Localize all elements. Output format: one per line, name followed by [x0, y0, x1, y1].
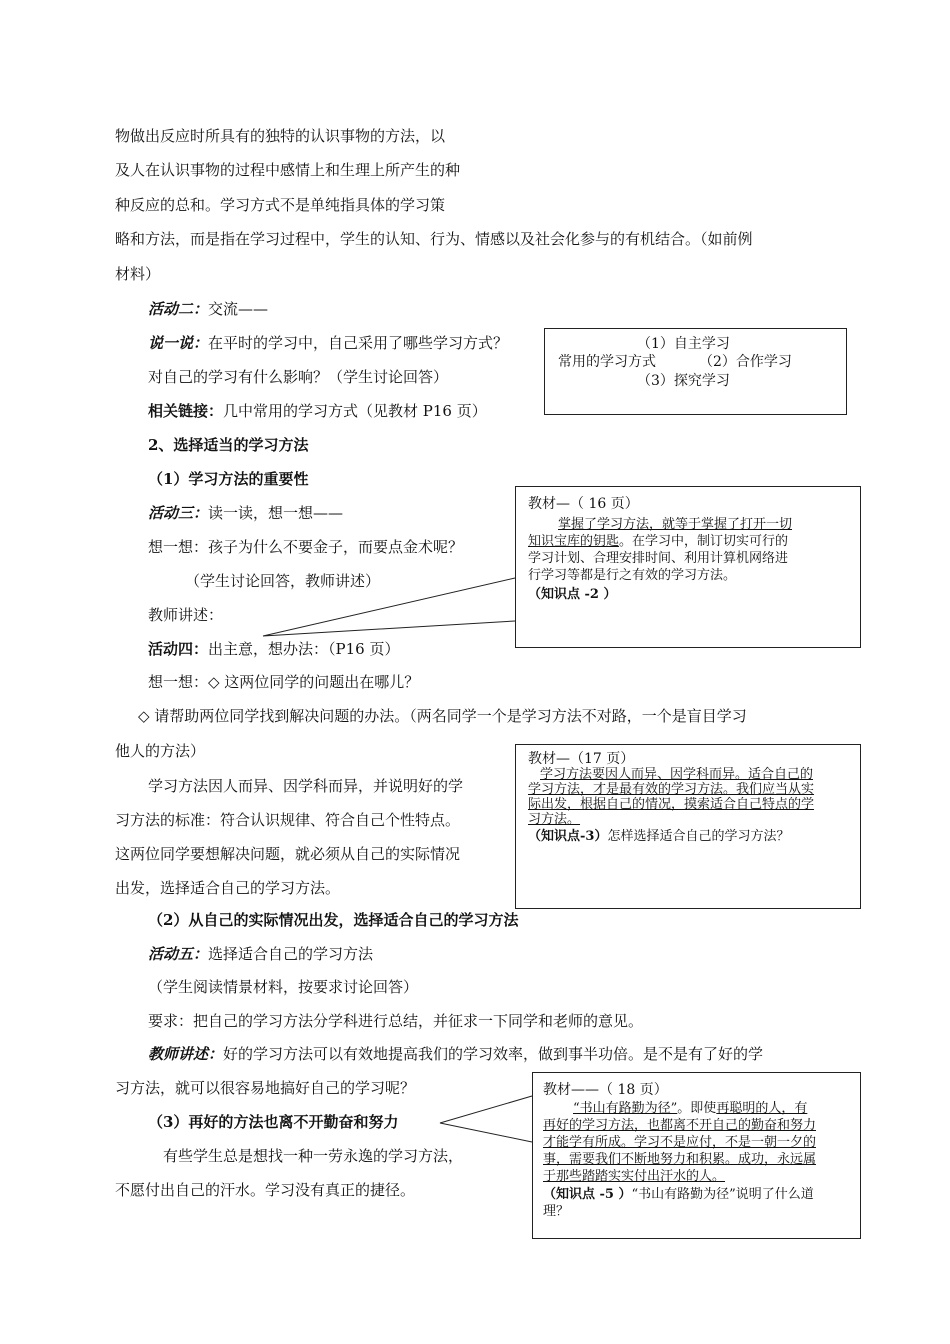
- box16-line-2b: 。在学习中，制订切实可行的: [619, 534, 789, 549]
- box18-title: 教材——（ 18 页）: [543, 1082, 668, 1098]
- box18-line-1b: 。即使: [677, 1101, 717, 1116]
- think-2: 想一想：◇ 这两位同学的问题出在哪儿？: [148, 673, 420, 691]
- say-label: 说一说：: [148, 334, 209, 352]
- box16-title: 教材—（ 16 页）: [528, 496, 639, 512]
- method-line-3: 这两位同学要想解决问题，就必须从自己的实际情况: [115, 845, 461, 863]
- learning-methods-box: [544, 328, 847, 415]
- textbook-box-p16: [515, 486, 861, 648]
- box17-kp-text: 怎样选择适合自己的学习方法？: [607, 829, 790, 844]
- method-item-3: （3）探究学习: [637, 373, 730, 389]
- box16-line-3: 学习计划、合理安排时间、利用计算机网络进: [528, 551, 789, 566]
- box18-line-3: 才能学有所成。学习不是应付，不是一朝一夕的: [543, 1135, 817, 1150]
- help-line: ◇ 请帮助两位同学找到解决问题的办法。（两名同学一个是学习方法不对路，一个是盲目学习: [138, 707, 747, 725]
- heading-2: 2、选择适当的学习方法: [148, 436, 309, 454]
- box17-line-3: 际出发，根据自己的情况，摸索适合自己特点的学: [528, 797, 815, 812]
- activity-5-text: 选择适合自己的学习方法: [208, 945, 374, 963]
- body-line-4: 略和方法，而是指在学习过程中，学生的认知、行为、情感以及社会化参与的有机结合。（如前例: [115, 230, 753, 248]
- say-prompt-2: 对自己的学习有什么影响？（学生讨论回答）: [148, 368, 449, 386]
- box18-line-4: 事，需要我们不断地努力和积累。成功，永远属: [543, 1152, 817, 1167]
- activity-3-label: 活动三：: [148, 504, 209, 522]
- box18-kp-label: （知识点 -5 ）: [543, 1187, 632, 1202]
- box18-line-1a: “书山有路勤为径”: [573, 1101, 678, 1116]
- teacher-narration-2b: 习方法，就可以很容易地搞好自己的学习呢？: [115, 1079, 416, 1097]
- think-1b: （学生讨论回答，教师讲述）: [185, 572, 381, 590]
- box18-line-2: 再好的学习方法，也都离不开自己的勤奋和努力: [543, 1118, 817, 1133]
- box18-line-1: [573, 1101, 807, 1117]
- teacher-2-label: 教师讲述：: [148, 1045, 224, 1063]
- body-line-1: 物做出反应时所具有的独特的认识事物的方法，以: [115, 127, 446, 145]
- heading-2-2: （2）从自己的实际情况出发，选择适合自己的学习方法: [148, 911, 519, 929]
- box16-line-2: [528, 534, 788, 550]
- textbook-box-p18: [532, 1072, 861, 1239]
- box17-line-4: 习方法。: [528, 812, 581, 827]
- box18-kp-text-2: 理？: [543, 1204, 570, 1219]
- body-line-5: 材料）: [115, 265, 161, 283]
- related-link-label: 相关链接：: [148, 402, 224, 420]
- box18-kp-text: “书山有路勤为径”说明了什么道: [631, 1187, 814, 1202]
- methods-label: 常用的学习方式: [558, 354, 656, 370]
- box17-kp-label: （知识点-3）: [528, 829, 608, 844]
- activity-4-text: 出主意，想办法：（P16 页）: [208, 640, 400, 658]
- method-line-1: 学习方法因人而异、因学科而异，并说明好的学: [148, 777, 464, 795]
- think-1: 想一想：孩子为什么不要金子，而要点金术呢？: [148, 538, 464, 556]
- activity-2-label: 活动二：: [148, 300, 209, 318]
- box16-knowledge-point: （知识点 -2 ）: [528, 587, 617, 602]
- method-line-4: 出发，选择适合自己的学习方法。: [115, 879, 341, 897]
- box16-line-4: 行学习等都是行之有效的学习方法。: [528, 568, 737, 583]
- heading-2-1: （1）学习方法的重要性: [148, 470, 309, 488]
- box17-line-2: 学习方法，才是最有效的学习方法。我们应当从实: [528, 782, 815, 797]
- box16-line-2a: 知识宝库的钥匙: [528, 534, 620, 549]
- heading-2-3: （3）再好的方法也离不开勤奋和努力: [148, 1113, 399, 1131]
- requirement: 要求：把自己的学习方法分学科进行总结，并征求一下同学和老师的意见。: [148, 1012, 644, 1030]
- box17-title: 教材—（17 页）: [528, 751, 635, 767]
- last-line-1: 有些学生总是想找一种一劳永逸的学习方法，: [163, 1147, 464, 1165]
- say-text: 在平时的学习中，自己采用了哪些学习方式？: [208, 334, 509, 352]
- textbook-box-p17: [515, 744, 861, 909]
- box17-knowledge-point: [528, 829, 789, 845]
- activity-2-text: 交流——: [208, 300, 269, 318]
- teacher-narration-1: 教师讲述：: [148, 606, 224, 624]
- body-line-3: 种反应的总和。学习方式不是单纯指具体的学习策: [115, 196, 446, 214]
- activity-5-label: 活动五：: [148, 945, 209, 963]
- activity-4-label: 活动四：: [148, 640, 209, 658]
- last-line-2: 不愿付出自己的汗水。学习没有真正的捷径。: [115, 1181, 416, 1199]
- activity-3-text: 读一读，想一想——: [208, 504, 344, 522]
- activity-5b: （学生阅读情景材料，按要求讨论回答）: [148, 978, 419, 996]
- method-line-2: 习方法的标准：符合认识规律、符合自己个性特点。: [115, 811, 461, 829]
- help-line-2: 他人的方法）: [115, 742, 206, 760]
- box18-knowledge-point: [543, 1187, 814, 1203]
- teacher-2-text: 好的学习方法可以有效地提高我们的学习效率，做到事半功倍。是不是有了好的学: [223, 1045, 764, 1063]
- box18-line-1c: 再聪明的人，有: [716, 1101, 808, 1116]
- box17-line-1: 学习方法要因人而异、因学科而异。适合自己的: [540, 767, 814, 782]
- box16-line-1: 掌握了学习方法，就等于掌握了打开一切: [558, 517, 793, 532]
- method-item-1: （1）自主学习: [637, 336, 730, 352]
- related-link-text: 几中常用的学习方式（见教材 P16 页）: [223, 402, 487, 420]
- box18-line-5: 于那些踏踏实实付出汗水的人。: [543, 1169, 726, 1184]
- method-item-2: （2）合作学习: [699, 354, 792, 370]
- body-line-2: 及人在认识事物的过程中感情上和生理上所产生的种: [115, 161, 461, 179]
